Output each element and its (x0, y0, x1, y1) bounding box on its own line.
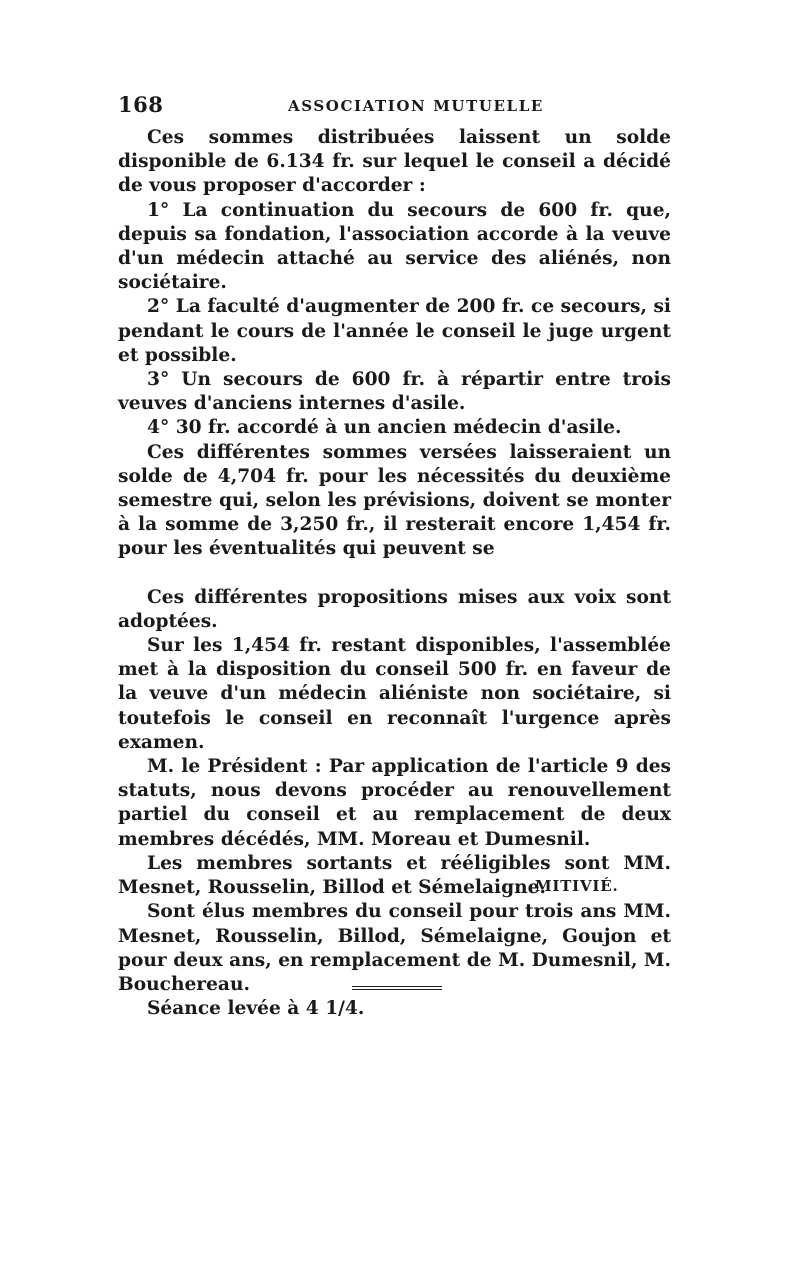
page-number: 168 (118, 92, 164, 117)
signature: MITIVIÉ. (535, 877, 619, 895)
end-rule (352, 986, 442, 990)
paragraph: Séance levée à 4 1/4. (147, 998, 365, 1020)
paragraph: M. le Président : Par application de l'article 9 des statuts, nous devons procéder au renouvellement partiel du conseil et au remplacement de deux membres décédés, MM. Moreau et Dumesnil. (118, 756, 671, 850)
paragraph: 3° Un secours de 600 fr. à répartir entre trois veuves d'anciens internes d'asile. (118, 369, 671, 415)
paragraph: Les membres sortants et rééligibles sont MM. Mesnet, Rousselin, Billod et Sémelaigne. (118, 852, 671, 899)
paragraph: Sont élus membres du conseil pour trois ans MM. Mesnet, Rousselin, Billod, Sémelaigne, Goujon et pour deux ans, en remplacement de M. Dumesnil, M. Bouchereau. (118, 901, 671, 995)
running-head: ASSOCIATION MUTUELLE (288, 97, 544, 115)
paragraph: Ces différentes sommes versées laisseraient un solde de 4,704 fr. pour les nécessités du deuxième semestre qui, selon les prévisions, doivent se monter à la somme de 3,250 fr., il resterait encore 1,454 fr. pour les éventualités qui peuvent se (118, 441, 671, 560)
page-header (118, 92, 678, 122)
paragraph: 4° 30 fr. accordé à un ancien médecin d'asile. (147, 417, 622, 439)
paragraph: Ces sommes distribuées laissent un solde disponible de 6.134 fr. sur lequel le conseil a décidé de vous proposer d'accorder : (118, 127, 671, 197)
paragraph: Sur les 1,454 fr. restant disponibles, l'assemblée met à la disposition du conseil 500 fr. en faveur de la veuve d'un médecin aliéniste non sociétaire, si toutefois le conseil en reconnaît l'urgence après examen. (118, 635, 671, 753)
paragraph: 1° La continuation du secours de 600 fr. que, depuis sa fondation, l'association accorde à la veuve d'un médecin attaché au service des aliénés, non sociétaire. (118, 199, 671, 294)
paragraph: 2° La faculté d'augmenter de 200 fr. ce secours, si pendant le cours de l'année le conseil le juge urgent et possible. (118, 296, 671, 366)
paragraph: Ces différentes propositions mises aux voix sont adoptées. (118, 586, 671, 632)
